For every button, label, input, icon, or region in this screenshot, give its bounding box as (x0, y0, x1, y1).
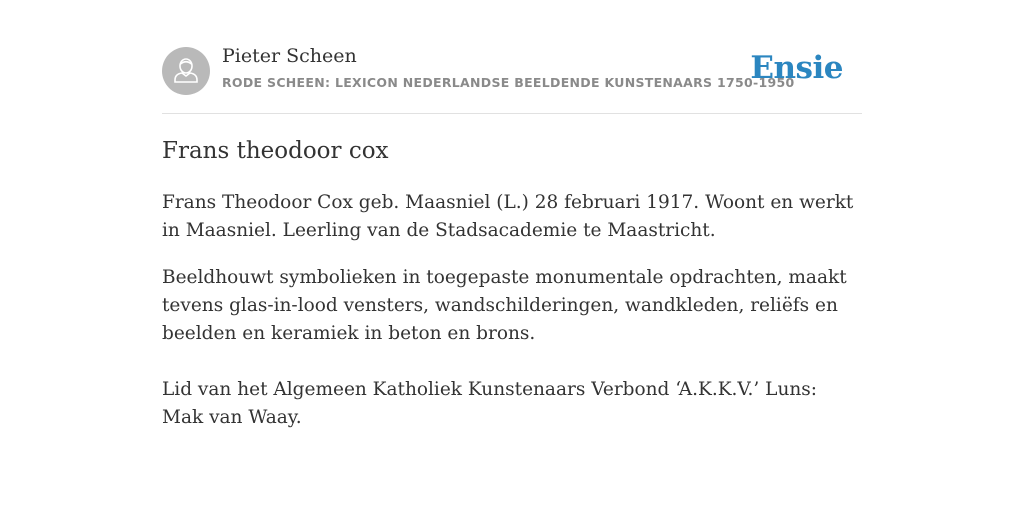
entry-card (162, 0, 862, 428)
user-icon (162, 47, 210, 95)
author-avatar[interactable] (162, 47, 210, 95)
paragraph: Frans Theodoor Cox geb. Maasniel (L.) 28 februari 1917. Woont en werkt in Maasniel. Leerling van de Stadsacademie te Maastricht. (162, 192, 854, 241)
source-title[interactable]: RODE SCHEEN: LEXICON NEDERLANDSE BEELDENDE KUNSTENAARS 1750-1950 (222, 75, 795, 90)
entry-body (162, 189, 862, 432)
author-name[interactable]: Pieter Scheen (222, 45, 357, 67)
entry-header (162, 0, 862, 114)
paragraph: Beeldhouwt symbolieken in toegepaste monumentale opdrachten, maakt tevens glas-in-lood vensters, wandschilderingen, wandkleden, reliëfs en beelden en keramiek in beton en brons. (162, 267, 847, 344)
paragraph: Lid van het Algemeen Katholiek Kunstenaars Verbond ‘A.K.K.V.’ Luns: Mak van Waay. (162, 379, 818, 428)
entry-title: Frans theodoor cox (162, 138, 389, 164)
ensie-logo[interactable]: Ensie (750, 50, 843, 86)
